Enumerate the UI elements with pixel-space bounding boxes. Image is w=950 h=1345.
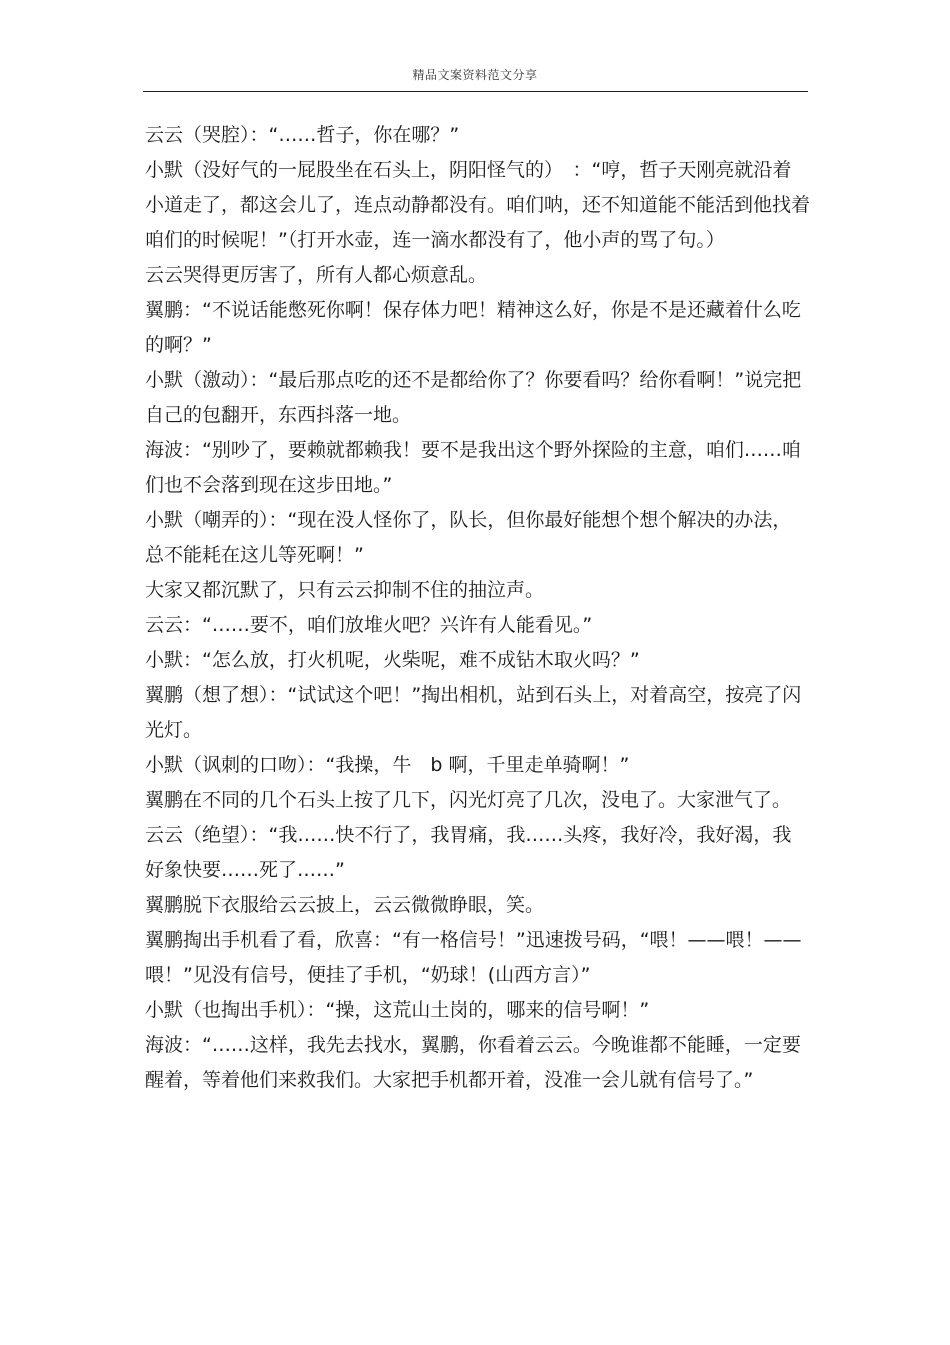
paragraph: 小默：“怎么放，打火机呢，火柴呢，难不成钻木取火吗？”: [145, 649, 640, 671]
paragraph: 小默（没好气的一屁股坐在石头上，阴阳怪气的） ：“哼，哲子天刚亮就沿着小道走了，都这会儿了，连点动静都没有。咱们呐，还不知道能不能活到他找着咱们的时候呢！”（打开水壶，连一滴水都没有了，他小声的骂了句。）: [145, 159, 811, 251]
document-body: [145, 118, 810, 1098]
paragraph: 翼鹏：“不说话能憋死你啊！保存体力吧！精神这么好，你是不是还藏着什么吃的啊？”: [145, 299, 801, 356]
paragraph: 翼鹏掏出手机看了看，欣喜：“有一格信号！”迅速拨号码，“喂！——喂！——喂！”见没有信号，便挂了手机，“奶球！(山西方言）”: [145, 929, 802, 986]
page-header: 精品文案资料范文分享: [412, 68, 538, 82]
paragraph: 小默（嘲弄的）：“现在没人怪你了，队长，但你最好能想个想个解决的办法，总不能耗在这儿等死啊！”: [145, 509, 792, 566]
paragraph: 云云：“……要不，咱们放堆火吧？兴许有人能看见。”: [145, 614, 593, 636]
paragraph: 小默（讽刺的口吻）：“我操，牛 b 啊，千里走单骑啊！”: [145, 754, 630, 776]
paragraph: 小默（激动）：“最后那点吃的还不是都给你了？你要看吗？给你看啊！”说完把自己的包翻开，东西抖落一地。: [145, 369, 802, 426]
paragraph: 云云（哭腔）：“……哲子，你在哪？”: [145, 124, 460, 146]
paragraph: 翼鹏（想了想）：“试试这个吧！”掏出相机，站到石头上，对着高空，按亮了闪光灯。: [145, 684, 802, 741]
paragraph: 大家又都沉默了，只有云云抑制不住的抽泣声。: [145, 579, 545, 601]
header-divider: [143, 91, 808, 92]
paragraph: 翼鹏脱下衣服给云云披上，云云微微睁眼，笑。: [145, 894, 545, 916]
paragraph: 小默（也掏出手机）：“操，这荒山土岗的，哪来的信号啊！”: [145, 999, 650, 1021]
paragraph: 海波：“……这样，我先去找水，翼鹏，你看着云云。今晚谁都不能睡，一定要醒着，等着他们来救我们。大家把手机都开着，没准一会儿就有信号了。”: [145, 1034, 801, 1091]
paragraph: 翼鹏在不同的几个石头上按了几下，闪光灯亮了几次，没电了。大家泄气了。: [145, 789, 792, 811]
paragraph: 云云（绝望）：“我……快不行了，我胃痛，我……头疼，我好冷，我好渴，我好象快要……死了……”: [145, 824, 792, 881]
paragraph: 云云哭得更厉害了，所有人都心烦意乱。: [145, 264, 488, 286]
paragraph: 海波：“别吵了，要赖就都赖我！要不是我出这个野外探险的主意，咱们……咱们也不会落到现在这步田地。”: [145, 439, 801, 496]
